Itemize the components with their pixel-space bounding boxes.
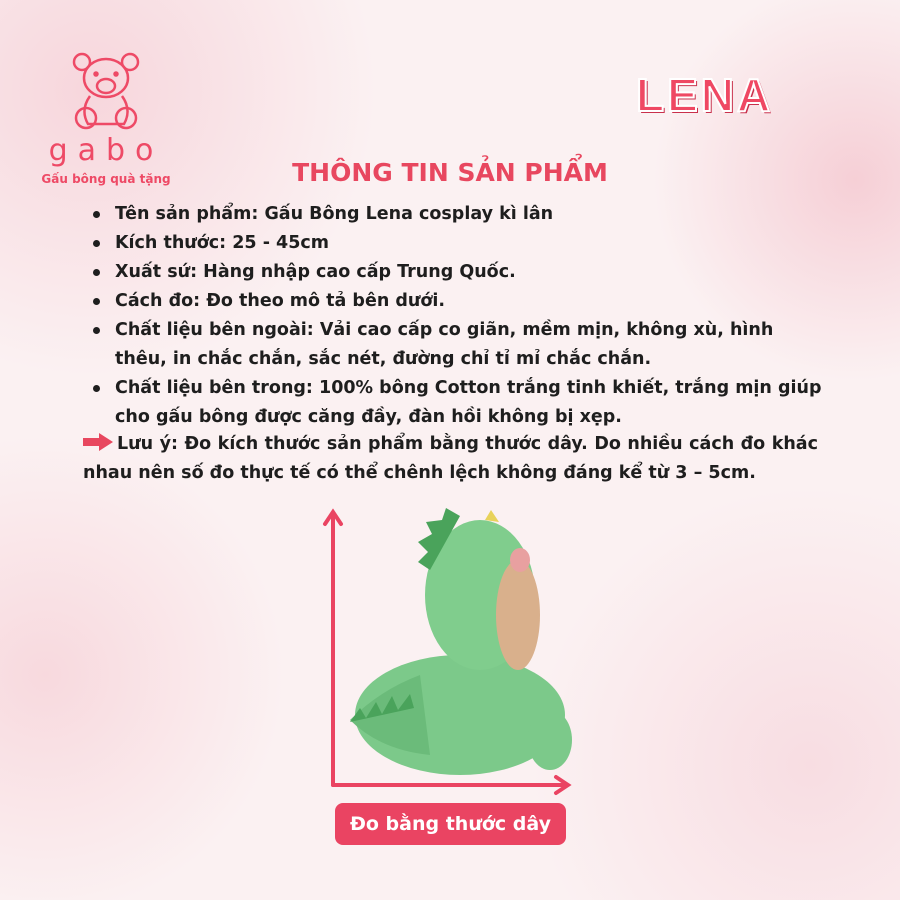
- logo-name: gabo: [48, 133, 164, 168]
- measure-button: Đo bằng thước dây: [335, 803, 566, 845]
- logo-tagline: Gấu bông quà tặng: [41, 172, 171, 186]
- note: [83, 430, 818, 488]
- list-item: Cách đo: Đo theo mô tả bên dưới.: [115, 287, 825, 316]
- list-item: Tên sản phẩm: Gấu Bông Lena cosplay kì lân: [115, 200, 825, 229]
- product-info-list: [115, 200, 825, 432]
- measurement-illustration: [320, 500, 620, 800]
- note-text: Lưu ý: Đo kích thước sản phẩm bằng thước dây. Do nhiều cách đo khác nhau nên số đo thực tế có thể chênh lệch không đáng kể từ 3 – 5cm.: [83, 434, 818, 483]
- page-title: THÔNG TIN SẢN PHẨM: [292, 158, 608, 187]
- plush-toy-image: [350, 508, 572, 775]
- arrow-right-icon: [83, 433, 113, 451]
- brand-name: LENA: [636, 69, 774, 121]
- teddy-bear-icon: [66, 50, 146, 130]
- list-item: Chất liệu bên trong: 100% bông Cotton trắng tinh khiết, trắng mịn giúp cho gấu bông được căng đầy, đàn hồi không bị xẹp.: [115, 374, 825, 432]
- list-item: Kích thước: 25 - 45cm: [115, 229, 825, 258]
- list-item: Xuất sứ: Hàng nhập cao cấp Trung Quốc.: [115, 258, 825, 287]
- list-item: Chất liệu bên ngoài: Vải cao cấp co giãn, mềm mịn, không xù, hình thêu, in chắc chắn, sắc nét, đường chỉ tỉ mỉ chắc chắn.: [115, 316, 825, 374]
